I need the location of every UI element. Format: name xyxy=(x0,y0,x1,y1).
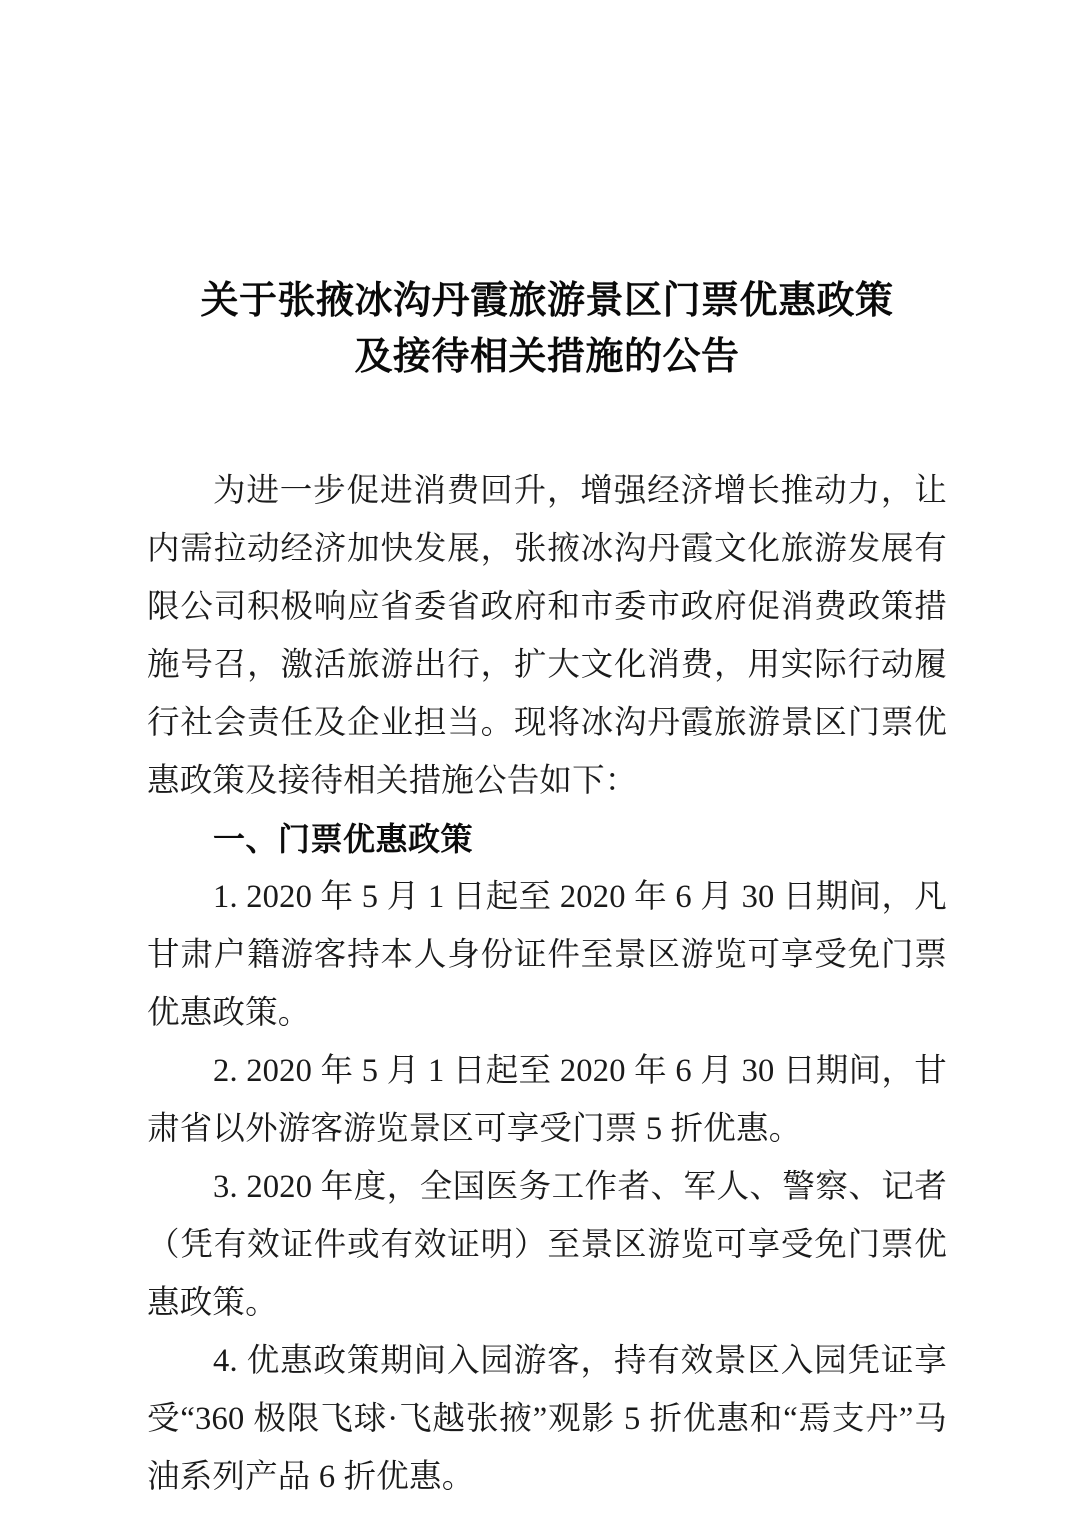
title-line-2: 及接待相关措施的公告 xyxy=(354,333,740,378)
policy-item-3: 3. 2020 年度，全国医务工作者、军人、警察、记者（凭有效证件或有效证明）至景区游览可享受免门票优惠政策。 xyxy=(147,1169,947,1321)
policy-item-1: 1. 2020 年 5 月 1 日起至 2020 年 6 月 30 日期间，凡甘肃户籍游客持本人身份证件至景区游览可享受免门票优惠政策。 xyxy=(147,879,947,1031)
intro-paragraph: 为进一步促进消费回升，增强经济增长推动力，让内需拉动经济加快发展，张掖冰沟丹霞文化旅游发展有限公司积极响应省委省政府和市委市政府促消费政策措施号召，激活旅游出行，扩大文化消费，用实际行动履行社会责任及企业担当。现将冰沟丹霞旅游景区门票优惠政策及接待相关措施公告如下： xyxy=(147,473,947,799)
page-title xyxy=(140,272,954,384)
title-line-1: 关于张掖冰沟丹霞旅游景区门票优惠政策 xyxy=(200,277,894,322)
section-heading-1: 一、门票优惠政策 xyxy=(213,821,474,857)
policy-item-2: 2. 2020 年 5 月 1 日起至 2020 年 6 月 30 日期间，甘肃省以外游客游览景区可享受门票 5 折优惠。 xyxy=(147,1053,947,1147)
document-body xyxy=(147,462,947,1506)
policy-item-4: 4. 优惠政策期间入园游客，持有效景区入园凭证享受“360 极限飞球·飞越张掖”观影 5 折优惠和“焉支丹”马油系列产品 6 折优惠。 xyxy=(147,1343,947,1495)
